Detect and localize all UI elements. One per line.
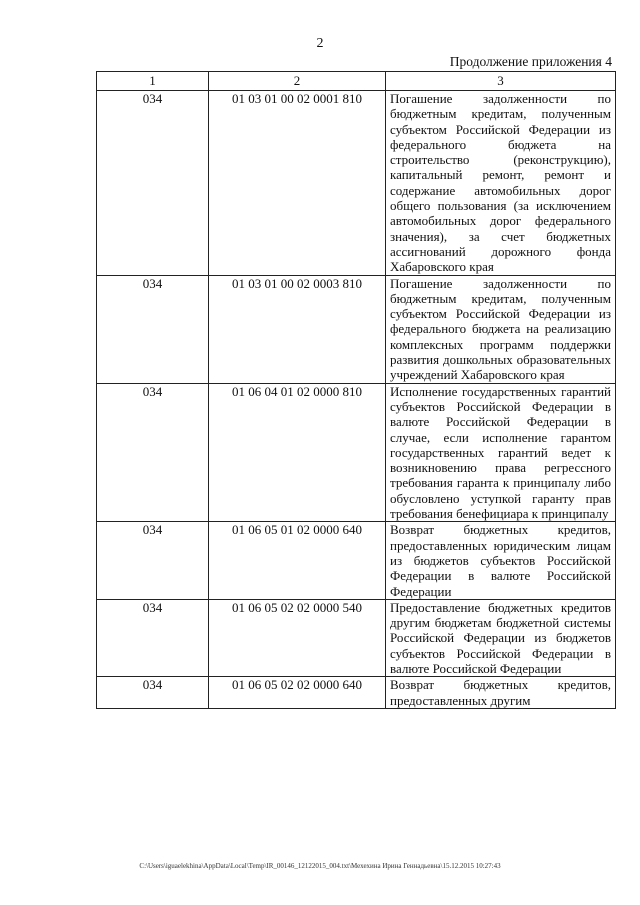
table-row bbox=[97, 91, 616, 276]
classification-code-cell: 01 06 04 01 02 0000 810 bbox=[209, 383, 386, 522]
description-cell: Погашение задолженности по бюджетным кредитам, полученным субъектом Российской Федерации из федерального бюджета на строительство (реконструкцию), капитальный ремонт, ремонт и содержание автомобильных дорог общего пользования (за исключением автомобильных дорог федерального значения), за счет бюджетных ассигнований дорожного фонда Хабаровского края bbox=[386, 91, 616, 276]
description-cell: Погашение задолженности по бюджетным кредитам, полученным субъектом Российской Федерации из федерального бюджета на реализацию комплексных программ поддержки развития дошкольных образовательных учреждений Хабаровского края bbox=[386, 275, 616, 383]
table-header-row bbox=[97, 72, 616, 91]
classification-code-cell: 01 06 05 02 02 0000 540 bbox=[209, 599, 386, 676]
table-row bbox=[97, 383, 616, 522]
column-header-2: 2 bbox=[209, 72, 386, 91]
admin-code-cell: 034 bbox=[97, 383, 209, 522]
table-row bbox=[97, 275, 616, 383]
table-row bbox=[97, 677, 616, 709]
column-header-1: 1 bbox=[97, 72, 209, 91]
admin-code-cell: 034 bbox=[97, 275, 209, 383]
budget-codes-table bbox=[96, 71, 616, 709]
classification-code-cell: 01 06 05 02 02 0000 640 bbox=[209, 677, 386, 709]
classification-code-cell: 01 06 05 01 02 0000 640 bbox=[209, 522, 386, 599]
admin-code-cell: 034 bbox=[97, 522, 209, 599]
page-number: 2 bbox=[316, 36, 324, 51]
column-header-3: 3 bbox=[386, 72, 616, 91]
classification-code-cell: 01 03 01 00 02 0003 810 bbox=[209, 275, 386, 383]
continuation-label: Продолжение приложения 4 bbox=[449, 54, 612, 69]
description-cell: Возврат бюджетных кредитов, предоставленных другим bbox=[386, 677, 616, 709]
file-path-footer: C:\Users\iguaelekhina\AppData\Local\Temp\IR_00146_12122015_004.txt\Мехехина Ирина Геннадьевна\15.12.2015 10:27:43 bbox=[139, 862, 501, 870]
description-cell: Предоставление бюджетных кредитов другим бюджетам бюджетной системы Российской Федерации из бюджетов субъектов Российской Федерации в валюте Российской Федерации bbox=[386, 599, 616, 676]
description-cell: Исполнение государственных гарантий субъектов Российской Федерации в валюте Российской Федерации в случае, если исполнение гарантом государственных гарантий ведет к возникновению права регрессного требования гаранта к принципалу либо обусловлено уступкой гаранту прав требования бенефициара к принципалу bbox=[386, 383, 616, 522]
admin-code-cell: 034 bbox=[97, 599, 209, 676]
table-row bbox=[97, 599, 616, 676]
classification-code-cell: 01 03 01 00 02 0001 810 bbox=[209, 91, 386, 276]
description-cell: Возврат бюджетных кредитов, предоставленных юридическим лицам из бюджетов субъектов Российской Федерации в валюте Российской Федерации bbox=[386, 522, 616, 599]
table-row bbox=[97, 522, 616, 599]
admin-code-cell: 034 bbox=[97, 677, 209, 709]
admin-code-cell: 034 bbox=[97, 91, 209, 276]
